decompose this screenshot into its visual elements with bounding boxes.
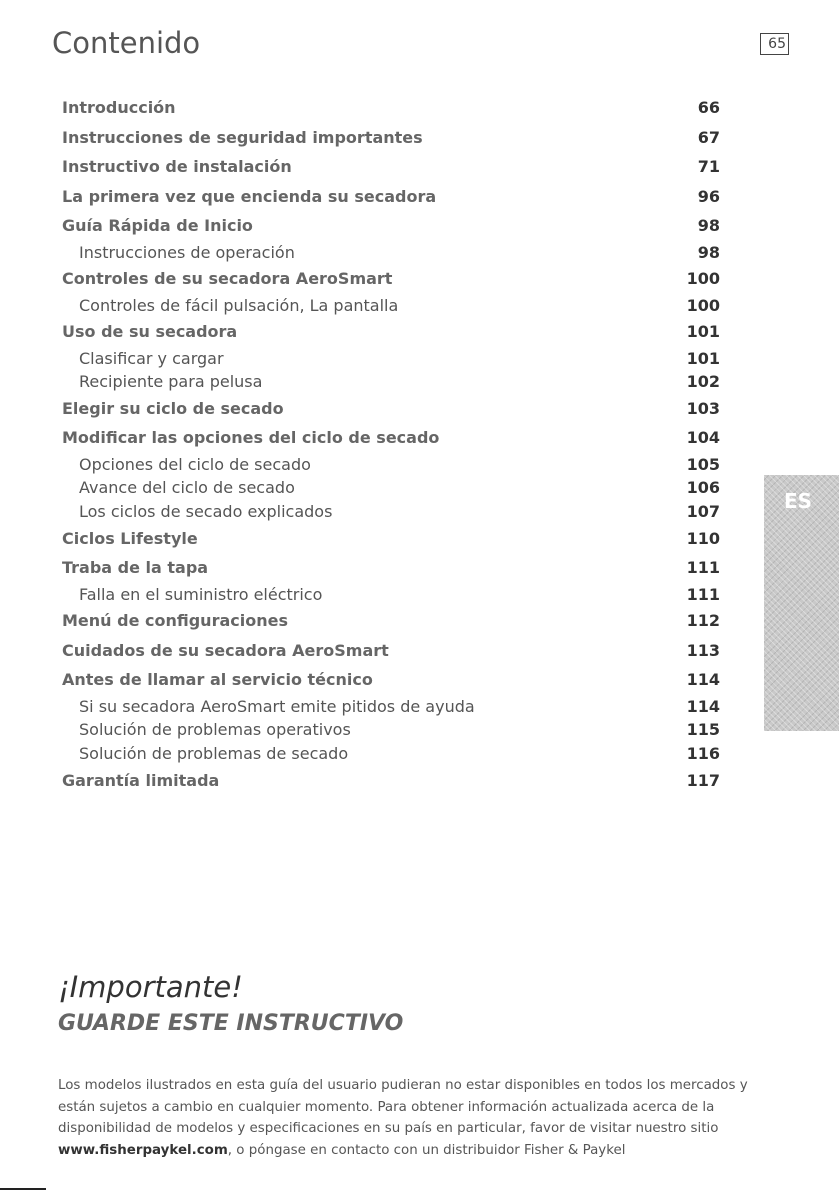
toc-page-number: 71: [697, 157, 720, 176]
toc-label: Instrucciones de operación: [79, 242, 295, 262]
language-tab-label: ES: [784, 489, 813, 513]
toc-heading[interactable]: [62, 264, 732, 294]
toc-label: Solución de problemas de secado: [79, 743, 349, 763]
toc-page-number: 96: [697, 186, 720, 206]
website-link[interactable]: www.fisherpaykel.com: [58, 1142, 228, 1158]
toc-label: Uso de su secadora: [62, 322, 238, 342]
toc-label: La primera vez que encienda su secadora: [62, 186, 437, 206]
toc-subentry[interactable]: [62, 476, 732, 500]
toc-label: Traba de la tapa: [62, 558, 209, 578]
toc-subentry[interactable]: [62, 500, 732, 524]
toc-heading[interactable]: [62, 524, 732, 554]
toc-page-number: 100: [686, 269, 720, 289]
toc-heading[interactable]: [62, 152, 732, 182]
toc-label: Los ciclos de secado explicados: [79, 502, 333, 522]
toc-heading[interactable]: [62, 394, 732, 424]
toc-page-number: 111: [686, 558, 720, 578]
toc-page-number: 98: [697, 242, 720, 262]
toc-heading[interactable]: [62, 93, 732, 123]
toc-page-number: 106: [686, 478, 720, 498]
toc-subentry[interactable]: [62, 370, 732, 394]
toc-label: Opciones del ciclo de secado: [79, 454, 311, 474]
toc-page-number: 103: [686, 398, 720, 418]
toc-page-number: 66: [697, 98, 720, 117]
toc-heading[interactable]: [62, 665, 732, 695]
toc-label: Instructivo de instalación: [62, 157, 292, 176]
toc-label: Introducción: [62, 98, 176, 117]
toc-subentry[interactable]: [62, 583, 732, 607]
toc-subentry[interactable]: [62, 453, 732, 477]
toc-label: Elegir su ciclo de secado: [62, 398, 284, 418]
toc-heading[interactable]: [62, 766, 732, 796]
toc-label: Avance del ciclo de secado: [79, 478, 295, 498]
toc-page-number: 101: [686, 348, 720, 368]
availability-note: [58, 1075, 778, 1161]
toc-page-number: 111: [686, 584, 720, 604]
toc-page-number: 116: [686, 743, 720, 763]
toc-heading[interactable]: [62, 553, 732, 583]
toc-subentry[interactable]: [62, 294, 732, 318]
toc-heading[interactable]: [62, 182, 732, 212]
toc-heading[interactable]: [62, 636, 732, 666]
toc-label: Falla en el suministro eléctrico: [79, 584, 323, 604]
toc-heading[interactable]: [62, 606, 732, 636]
toc-heading[interactable]: [62, 211, 732, 241]
toc-page-number: 102: [686, 372, 720, 392]
toc-page-number: 100: [686, 295, 720, 315]
toc-page-number: 101: [686, 322, 720, 342]
toc-page-number: 67: [697, 127, 720, 147]
toc-label: Ciclos Lifestyle: [62, 528, 198, 548]
toc-page-number: 112: [686, 611, 720, 631]
toc-label: Controles de su secadora AeroSmart: [62, 269, 393, 289]
toc-subentry[interactable]: [62, 718, 732, 742]
toc-subentry[interactable]: [62, 695, 732, 719]
toc-label: Solución de problemas operativos: [79, 720, 351, 740]
toc-heading[interactable]: [62, 123, 732, 153]
toc-label: Recipiente para pelusa: [79, 372, 263, 392]
toc-page-number: 104: [686, 428, 720, 448]
toc-subentry[interactable]: [62, 742, 732, 766]
toc-heading[interactable]: [62, 317, 732, 347]
toc-label: Cuidados de su secadora AeroSmart: [62, 640, 389, 660]
bottom-rule: [0, 1188, 46, 1190]
toc-label: Antes de llamar al servicio técnico: [62, 670, 373, 690]
table-of-contents: [62, 93, 732, 795]
toc-page-number: 98: [697, 216, 720, 235]
toc-label: Modificar las opciones del ciclo de secado: [62, 428, 440, 448]
page-number: 65: [760, 33, 789, 55]
toc-label: Menú de configuraciones: [62, 611, 288, 631]
toc-heading[interactable]: [62, 423, 732, 453]
toc-label: Clasificar y cargar: [79, 348, 224, 368]
toc-page-number: 114: [686, 670, 720, 690]
toc-label: Instrucciones de seguridad importantes: [62, 127, 423, 147]
toc-label: Controles de fácil pulsación, La pantalla: [79, 295, 399, 315]
language-tab: [764, 475, 839, 731]
note-text-after: , o póngase en contacto con un distribuidor Fisher & Paykel: [227, 1142, 626, 1158]
important-subtitle: GUARDE ESTE INSTRUCTIVO: [58, 1011, 404, 1036]
toc-subentry[interactable]: [62, 347, 732, 371]
page-title: Contenido: [52, 26, 201, 60]
toc-label: Garantía limitada: [62, 770, 220, 790]
toc-page-number: 110: [686, 528, 720, 548]
toc-subentry[interactable]: [62, 241, 732, 265]
toc-page-number: 114: [686, 696, 720, 716]
toc-page-number: 107: [686, 502, 720, 522]
toc-page-number: 117: [686, 770, 720, 790]
toc-page-number: 115: [686, 720, 720, 740]
toc-page-number: 113: [686, 640, 720, 660]
important-title: ¡Importante!: [58, 970, 243, 1004]
toc-label: Guía Rápida de Inicio: [62, 216, 253, 235]
toc-label: Si su secadora AeroSmart emite pitidos de ayuda: [79, 696, 475, 716]
toc-page-number: 105: [686, 454, 720, 474]
note-text-before: Los modelos ilustrados en esta guía del usuario pudieran no estar disponibles en todos los mercados y están sujetos a cambio en cualquier momento. Para obtener información actualizada acerca de la disponibilidad de modelos y especificaciones en su país en particular, favor de visitar nuestro sitio: [58, 1078, 748, 1136]
